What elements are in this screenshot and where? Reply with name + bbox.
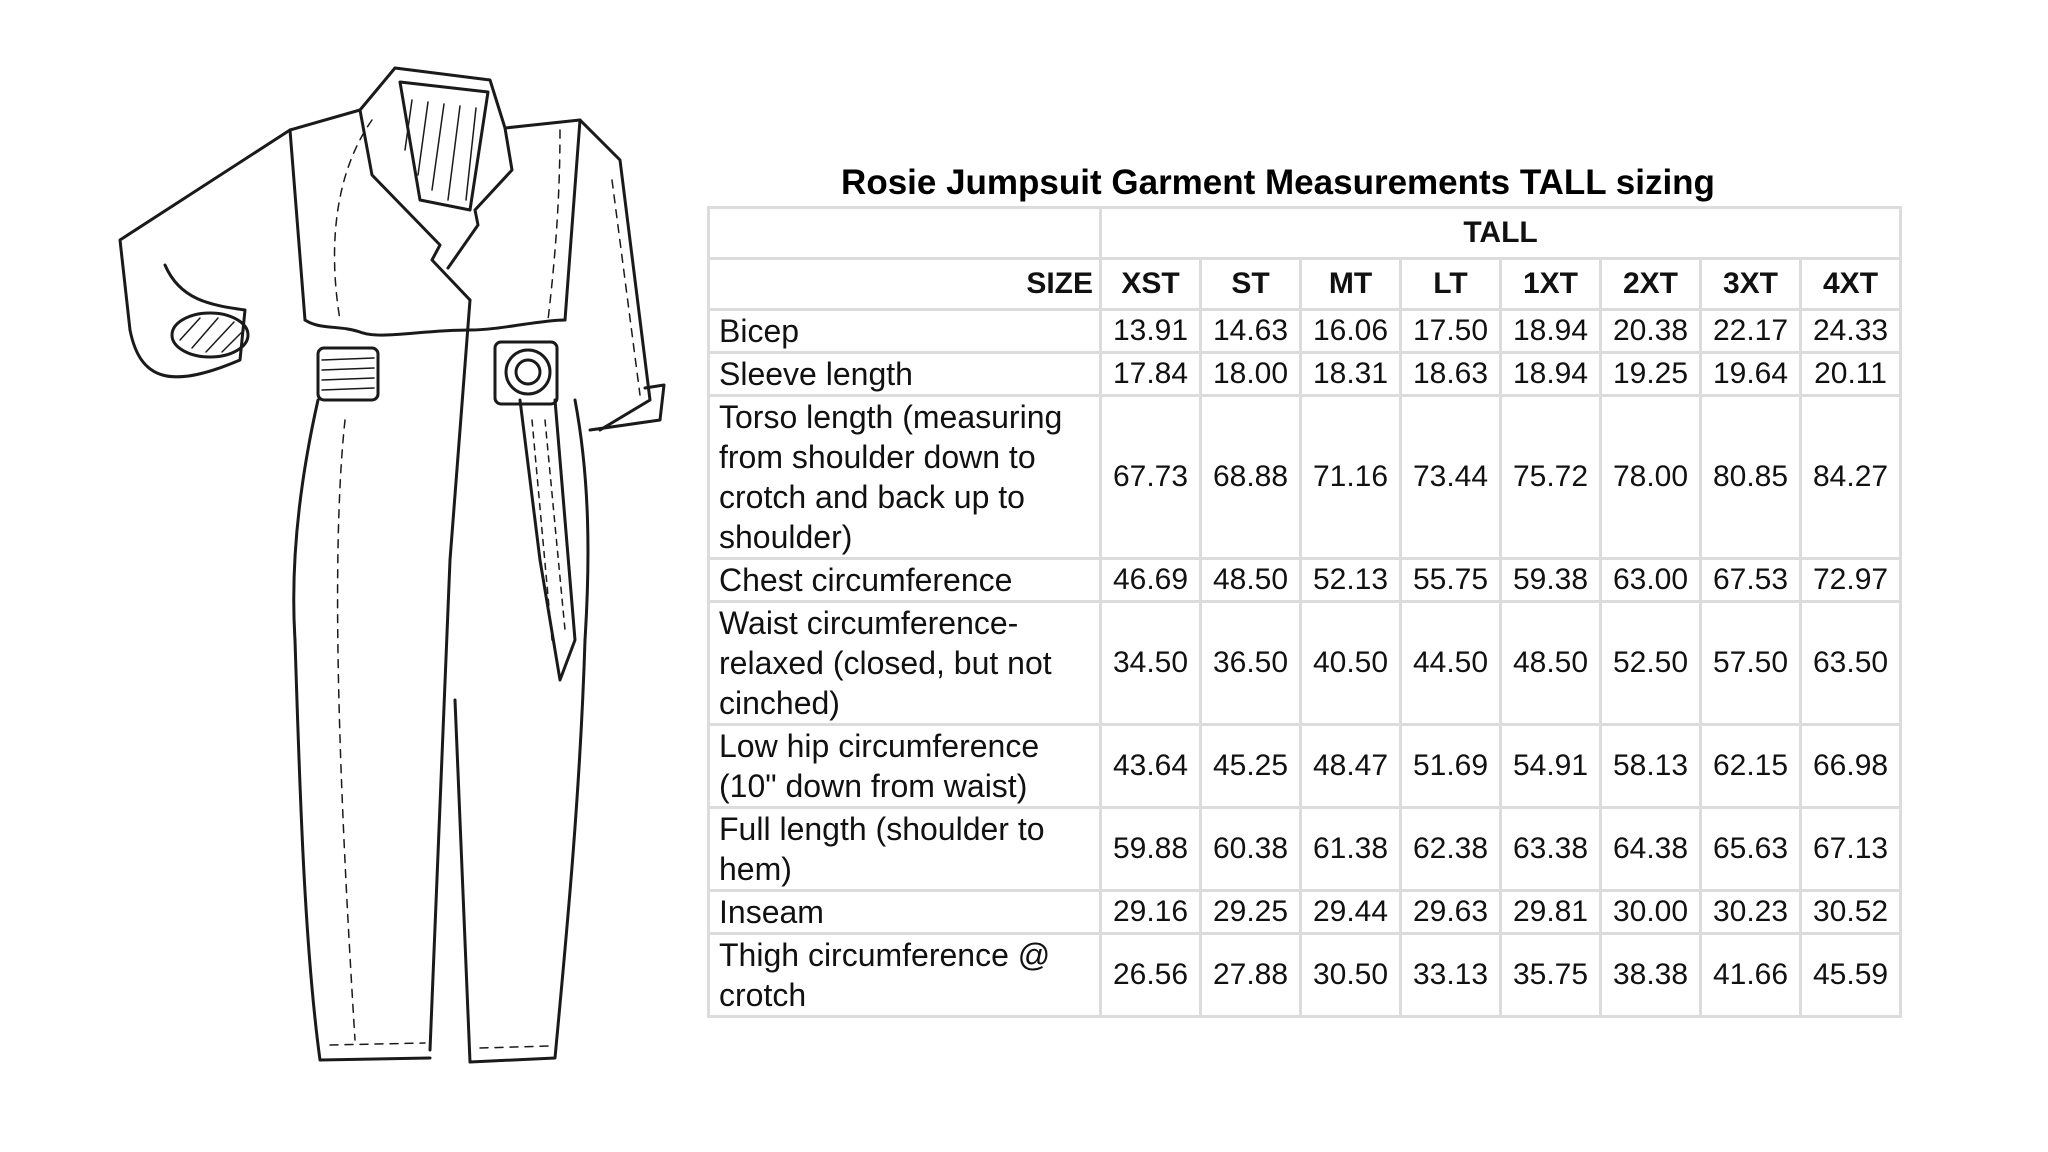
measurement-cell: 22.17: [1701, 310, 1801, 353]
measurement-cell: 67.53: [1701, 559, 1801, 602]
measurement-cell: 45.25: [1201, 725, 1301, 808]
measurement-cell: 33.13: [1401, 934, 1501, 1017]
measurement-cell: 40.50: [1301, 602, 1401, 725]
measurement-cell: 29.44: [1301, 891, 1401, 934]
row-label: Waist circumference- relaxed (closed, but not cinched): [709, 602, 1101, 725]
corner-cell: [709, 208, 1101, 259]
row-label: Full length (shoulder to hem): [709, 808, 1101, 891]
measurement-cell: 20.11: [1801, 353, 1901, 396]
measurement-cell: 72.97: [1801, 559, 1901, 602]
measurement-cell: 38.38: [1601, 934, 1701, 1017]
measurement-cell: 20.38: [1601, 310, 1701, 353]
measurement-cell: 63.38: [1501, 808, 1601, 891]
measurement-cell: 73.44: [1401, 396, 1501, 559]
table-row: [709, 310, 1901, 353]
measurement-cell: 18.00: [1201, 353, 1301, 396]
measurement-cell: 29.81: [1501, 891, 1601, 934]
group-header-row: [709, 208, 1901, 259]
measurement-cell: 71.16: [1301, 396, 1401, 559]
measurement-cell: 45.59: [1801, 934, 1901, 1017]
measurement-cell: 55.75: [1401, 559, 1501, 602]
measurement-cell: 75.72: [1501, 396, 1601, 559]
measurement-cell: 63.50: [1801, 602, 1901, 725]
measurement-cell: 63.00: [1601, 559, 1701, 602]
measurement-cell: 60.38: [1201, 808, 1301, 891]
measurement-cell: 14.63: [1201, 310, 1301, 353]
measurement-cell: 59.38: [1501, 559, 1601, 602]
table-row: [709, 559, 1901, 602]
size-header-label: SIZE: [709, 259, 1101, 310]
table-row: [709, 891, 1901, 934]
measurement-cell: 58.13: [1601, 725, 1701, 808]
table-body: [709, 310, 1901, 1017]
table-row: [709, 934, 1901, 1017]
table-row: [709, 725, 1901, 808]
size-header-xst: XST: [1101, 259, 1201, 310]
measurement-cell: 59.88: [1101, 808, 1201, 891]
row-label: Chest circumference: [709, 559, 1101, 602]
measurement-cell: 61.38: [1301, 808, 1401, 891]
measurement-cell: 64.38: [1601, 808, 1701, 891]
measurement-cell: 43.64: [1101, 725, 1201, 808]
measurement-cell: 18.31: [1301, 353, 1401, 396]
size-header-lt: LT: [1401, 259, 1501, 310]
measurement-cell: 67.13: [1801, 808, 1901, 891]
measurement-cell: 48.47: [1301, 725, 1401, 808]
measurement-cell: 68.88: [1201, 396, 1301, 559]
measurement-cell: 18.94: [1501, 353, 1601, 396]
measurement-cell: 80.85: [1701, 396, 1801, 559]
measurement-cell: 66.98: [1801, 725, 1901, 808]
row-label: Torso length (measuring from shoulder down to crotch and back up to shoulder): [709, 396, 1101, 559]
measurement-cell: 48.50: [1501, 602, 1601, 725]
measurement-cell: 29.25: [1201, 891, 1301, 934]
measurement-cell: 35.75: [1501, 934, 1601, 1017]
row-label: Inseam: [709, 891, 1101, 934]
size-header-3xt: 3XT: [1701, 259, 1801, 310]
measurement-cell: 30.52: [1801, 891, 1901, 934]
measurement-cell: 48.50: [1201, 559, 1301, 602]
measurement-cell: 36.50: [1201, 602, 1301, 725]
measurement-cell: 26.56: [1101, 934, 1201, 1017]
measurement-cell: 29.16: [1101, 891, 1201, 934]
size-header-row: [709, 259, 1901, 310]
measurement-cell: 52.13: [1301, 559, 1401, 602]
row-label: Thigh circumference @ crotch: [709, 934, 1101, 1017]
table-row: [709, 602, 1901, 725]
measurement-cell: 29.63: [1401, 891, 1501, 934]
group-header-tall: TALL: [1101, 208, 1901, 259]
measurement-cell: 52.50: [1601, 602, 1701, 725]
table-row: [709, 353, 1901, 396]
measurement-cell: 54.91: [1501, 725, 1601, 808]
measurement-cell: 78.00: [1601, 396, 1701, 559]
measurement-cell: 27.88: [1201, 934, 1301, 1017]
measurement-cell: 51.69: [1401, 725, 1501, 808]
measurement-cell: 41.66: [1701, 934, 1801, 1017]
measurement-cell: 18.94: [1501, 310, 1601, 353]
measurement-cell: 57.50: [1701, 602, 1801, 725]
measurement-cell: 16.06: [1301, 310, 1401, 353]
size-header-st: ST: [1201, 259, 1301, 310]
measurement-cell: 30.50: [1301, 934, 1401, 1017]
measurement-cell: 44.50: [1401, 602, 1501, 725]
measurement-cell: 30.00: [1601, 891, 1701, 934]
row-label: Bicep: [709, 310, 1101, 353]
row-label: Sleeve length: [709, 353, 1101, 396]
measurement-cell: 46.69: [1101, 559, 1201, 602]
size-header-1xt: 1XT: [1501, 259, 1601, 310]
measurement-cell: 17.84: [1101, 353, 1201, 396]
row-label: Low hip circumference (10" down from waist): [709, 725, 1101, 808]
table-row: [709, 808, 1901, 891]
size-header-2xt: 2XT: [1601, 259, 1701, 310]
table-row: [709, 396, 1901, 559]
measurement-cell: 34.50: [1101, 602, 1201, 725]
page-title: Rosie Jumpsuit Garment Measurements TALL sizing: [841, 163, 1715, 202]
measurements-table: [707, 206, 1902, 1018]
measurement-cell: 13.91: [1101, 310, 1201, 353]
measurement-cell: 65.63: [1701, 808, 1801, 891]
measurement-cell: 17.50: [1401, 310, 1501, 353]
jumpsuit-sketch: [0, 0, 760, 1152]
measurement-cell: 67.73: [1101, 396, 1201, 559]
size-header-4xt: 4XT: [1801, 259, 1901, 310]
size-header-mt: MT: [1301, 259, 1401, 310]
measurement-cell: 24.33: [1801, 310, 1901, 353]
measurement-cell: 62.38: [1401, 808, 1501, 891]
measurement-cell: 19.25: [1601, 353, 1701, 396]
measurement-cell: 84.27: [1801, 396, 1901, 559]
measurement-cell: 62.15: [1701, 725, 1801, 808]
measurement-cell: 19.64: [1701, 353, 1801, 396]
measurement-cell: 18.63: [1401, 353, 1501, 396]
measurement-cell: 30.23: [1701, 891, 1801, 934]
